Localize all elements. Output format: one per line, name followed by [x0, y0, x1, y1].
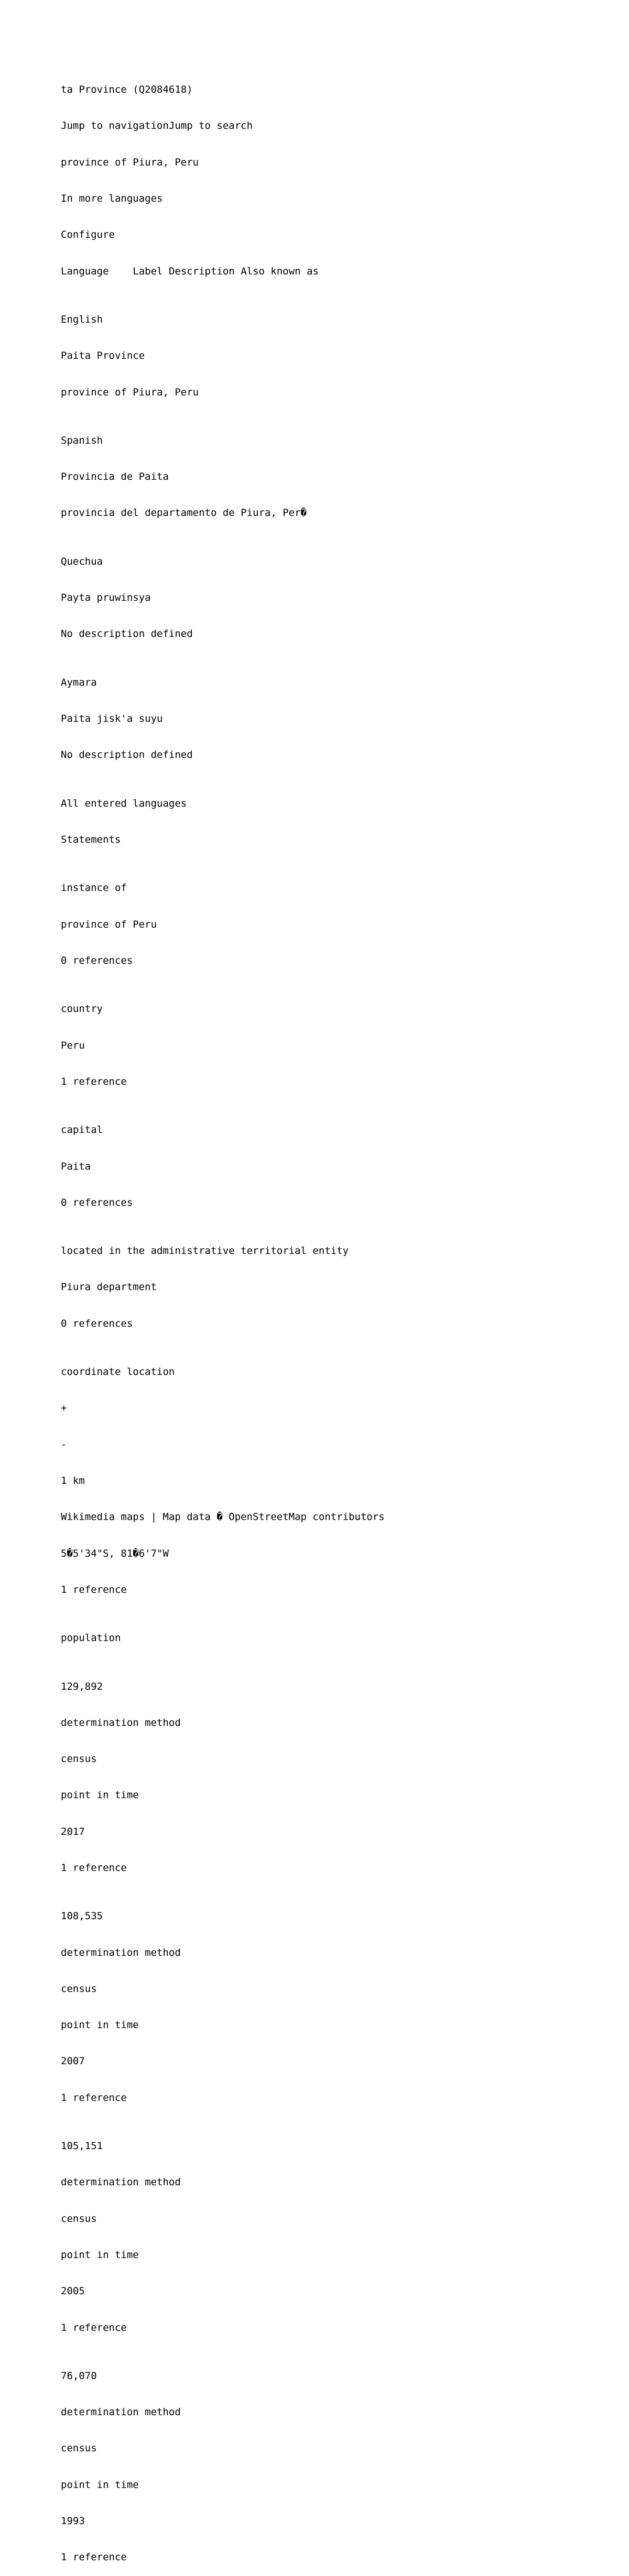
qualifier-value[interactable]: census: [61, 1753, 97, 1765]
qualifier-label[interactable]: determination method: [61, 1716, 181, 1729]
statement-property[interactable]: country: [61, 1003, 103, 1015]
map-zoom-in-button[interactable]: +: [61, 1402, 67, 1414]
statement-references[interactable]: 1 reference: [61, 2321, 127, 2333]
language-row-name: Spanish: [61, 434, 103, 446]
statement-value[interactable]: province of Peru: [61, 918, 157, 930]
header-label: Label: [133, 265, 163, 277]
header-language: Language: [61, 265, 109, 277]
language-row-description[interactable]: province of Piura, Peru: [61, 386, 199, 398]
configure-link[interactable]: Configure: [61, 229, 115, 241]
statement-property[interactable]: capital: [61, 1124, 103, 1136]
qualifier-value[interactable]: census: [61, 1983, 97, 1995]
population-value[interactable]: 76,070: [61, 2370, 97, 2382]
qualifier-value: 2007: [61, 2055, 85, 2067]
population-value[interactable]: 108,535: [61, 1910, 103, 1922]
qualifier-value[interactable]: census: [61, 2212, 97, 2225]
qualifier-label[interactable]: point in time: [61, 2249, 139, 2261]
population-value[interactable]: 129,892: [61, 1680, 103, 1692]
statement-property[interactable]: coordinate location: [61, 1366, 175, 1378]
statement-references[interactable]: 0 references: [61, 1196, 133, 1208]
map-attribution[interactable]: Wikimedia maps | Map data � OpenStreetMap contributors: [61, 1511, 385, 1523]
language-row-label[interactable]: Paita jisk'a suyu: [61, 713, 163, 725]
statement-references[interactable]: 1 reference: [61, 1862, 127, 1874]
all-languages-link[interactable]: All entered languages: [61, 797, 187, 809]
item-description: province of Piura, Peru: [61, 156, 199, 168]
statement-value[interactable]: Piura department: [61, 1281, 157, 1293]
language-row-description[interactable]: No description defined: [61, 749, 193, 761]
statement-value[interactable]: Paita: [61, 1160, 91, 1172]
language-row-description[interactable]: provincia del departamento de Piura, Per�: [61, 507, 307, 519]
statement-value[interactable]: Peru: [61, 1039, 85, 1051]
statement-property[interactable]: located in the administrative territorial entity: [61, 1245, 349, 1257]
language-row-description[interactable]: No description defined: [61, 628, 193, 640]
qualifier-label[interactable]: point in time: [61, 1789, 139, 1801]
coordinate-value[interactable]: 5�5'34"S, 81�6'7"W: [61, 1547, 169, 1559]
language-row-name: Aymara: [61, 676, 97, 688]
header-aliases: Also known as: [241, 265, 319, 277]
statement-references[interactable]: 1 reference: [61, 1583, 127, 1595]
statement-references[interactable]: 0 references: [61, 954, 133, 966]
statement-references[interactable]: 1 reference: [61, 2091, 127, 2104]
qualifier-label[interactable]: point in time: [61, 2479, 139, 2491]
statement-references[interactable]: 1 reference: [61, 2551, 127, 2563]
language-row-label[interactable]: Paita Province: [61, 350, 145, 362]
qualifier-label[interactable]: determination method: [61, 2406, 181, 2418]
qualifier-value: 2017: [61, 1825, 85, 1837]
map-scale: 1 km: [61, 1474, 85, 1487]
qualifier-label[interactable]: point in time: [61, 2019, 139, 2031]
language-row-name: English: [61, 313, 103, 325]
language-table-header: [61, 266, 385, 278]
qualifier-value[interactable]: census: [61, 2442, 97, 2454]
statement-property[interactable]: population: [61, 1632, 121, 1644]
jump-to-navigation-link[interactable]: Jump to navigation: [61, 120, 169, 132]
population-value[interactable]: 105,151: [61, 2140, 103, 2152]
qualifier-label[interactable]: determination method: [61, 2176, 181, 2188]
map-zoom-out-button[interactable]: -: [61, 1438, 67, 1450]
qualifier-label[interactable]: determination method: [61, 1946, 181, 1958]
header-description: Description: [168, 265, 235, 277]
language-row-label[interactable]: Provincia de Paita: [61, 471, 169, 483]
qualifier-value: 1993: [61, 2515, 85, 2527]
languages-heading: In more languages: [61, 193, 163, 205]
statements-heading: Statements: [61, 834, 121, 845]
jump-to-search-link[interactable]: Jump to search: [168, 120, 253, 132]
language-row-label[interactable]: Payta pruwinsya: [61, 592, 151, 604]
qualifier-value: 2005: [61, 2285, 85, 2297]
statement-property[interactable]: instance of: [61, 882, 127, 894]
jump-links: [61, 120, 385, 132]
page-title: ta Province (Q2084618): [61, 84, 193, 96]
statement-references[interactable]: 1 reference: [61, 1075, 127, 1087]
statement-references[interactable]: 0 references: [61, 1317, 133, 1329]
wikidata-text-dump: [61, 60, 385, 2576]
language-row-name: Quechua: [61, 555, 103, 567]
